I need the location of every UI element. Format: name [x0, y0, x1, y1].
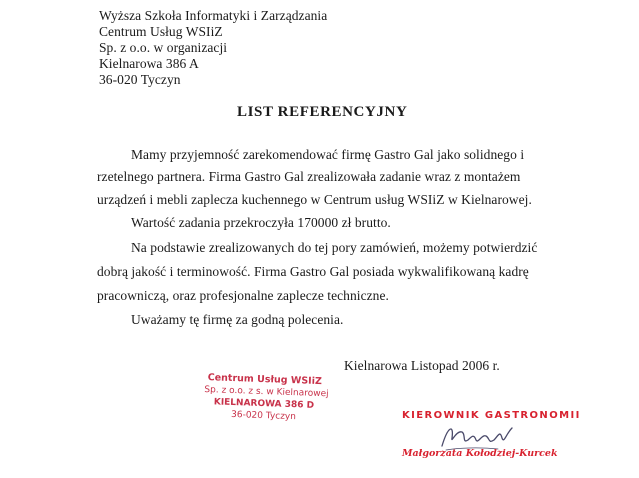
header-institution: Wyższa Szkoła Informatyki i Zarządzania — [99, 8, 328, 23]
body-paragraph-1-line-3: urządzeń i mebli zaplecza kuchennego w Centrum usług WSIiZ w Kielnarowej. — [97, 192, 532, 207]
body-paragraph-3-line-2: dobrą jakość i terminowość. Firma Gastro Gal posiada wykwalifikowaną kadrę — [97, 264, 529, 279]
header-city: 36-020 Tyczyn — [99, 72, 181, 87]
header-company-form: Sp. z o.o. w organizacji — [99, 40, 228, 55]
place-and-date: Kielnarowa Listopad 2006 r. — [344, 358, 500, 373]
stamp-line-4: 36-020 Tyczyn — [230, 409, 297, 423]
manager-title-stamp: KIEROWNIK GASTRONOMII — [402, 410, 581, 421]
manager-name-stamp: Małgorzata Kołodziej-Kurcek — [402, 448, 558, 459]
stamp-line-3: KIELNAROWA 386 D — [213, 397, 315, 411]
body-paragraph-1-line-2: rzetelnego partnera. Firma Gastro Gal zrealizowała zadanie wraz z montażem — [97, 169, 521, 184]
company-stamp — [203, 372, 329, 424]
body-paragraph-4: Uważamy tę firmę za godną polecenia. — [131, 312, 344, 327]
header-street: Kielnarowa 386 A — [99, 56, 199, 71]
letter-title: LIST REFERENCYJNY — [237, 104, 408, 120]
stamp-line-1: Centrum Usług WSIiZ — [207, 372, 322, 388]
header-center-name: Centrum Usług WSIiZ — [99, 24, 223, 39]
stamp-line-2: Sp. z o.o. z s. w Kielnarowej — [204, 384, 329, 400]
body-paragraph-1-line-1: Mamy przyjemność zarekomendować firmę Gastro Gal jako solidnego i — [131, 147, 525, 162]
body-paragraph-3-line-1: Na podstawie zrealizowanych do tej pory zamówień, możemy potwierdzić — [131, 240, 538, 255]
body-paragraph-3-line-3: pracowniczą, oraz profesjonalne zaplecze techniczne. — [97, 288, 389, 303]
body-paragraph-2: Wartość zadania przekroczyła 170000 zł brutto. — [131, 215, 391, 230]
